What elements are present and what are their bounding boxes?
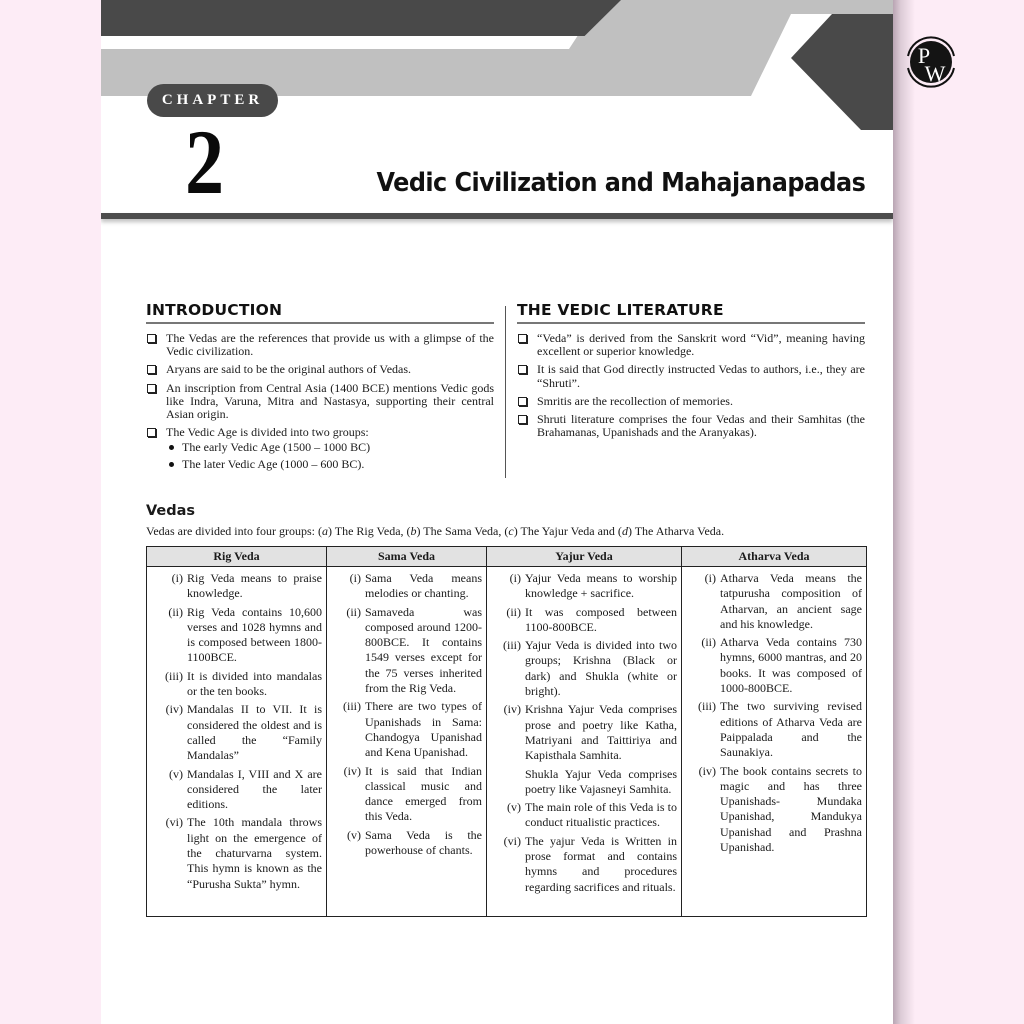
point-number: (v)	[169, 766, 183, 781]
numbered-point	[491, 800, 677, 831]
sub-list-item-text: The later Vedic Age (1000 – 600 BC).	[182, 456, 365, 471]
numbered-point	[151, 669, 322, 700]
point-text: The main role of this Veda is to conduct ritualistic practices.	[525, 800, 677, 830]
list-item	[517, 395, 865, 408]
point-number: (ii)	[701, 635, 716, 650]
point-number: (iv)	[343, 763, 361, 778]
point-text: It was composed between 1100-800BCE.	[525, 604, 677, 634]
numbered-point	[491, 767, 677, 798]
checkbox-bullet-icon	[518, 397, 527, 406]
svg-text:W: W	[924, 61, 946, 86]
introduction-section	[146, 300, 494, 476]
list-item-text: Smritis are the recollection of memories.	[537, 393, 733, 408]
point-number: (iv)	[503, 702, 521, 717]
point-number: (v)	[347, 827, 361, 842]
point-number: (iii)	[503, 638, 521, 653]
group-letter: c	[508, 524, 514, 538]
point-text: Rig Veda contains 10,600 verses and 1028 hymns and is composed between 1800-1100BCE.	[187, 604, 322, 665]
point-number: (v)	[507, 800, 521, 815]
point-text: There are two types of Upanishads in Sama: Chandogya Upanishad and Kena Upanishad.	[365, 699, 482, 760]
vedas-table	[146, 546, 867, 917]
introduction-heading: INTRODUCTION	[146, 300, 494, 324]
cell-atharva-veda	[682, 567, 867, 917]
checkbox-bullet-icon	[518, 334, 527, 343]
intro-text-part: ) The Yajur Veda and (	[513, 524, 622, 538]
sub-list	[166, 441, 494, 470]
checkbox-bullet-icon	[518, 365, 527, 374]
point-text: The two surviving revised editions of Atharva Veda are Paippalada and the Saunakiya.	[720, 699, 862, 760]
point-text: Yajur Veda means to worship knowledge + sacrifice.	[525, 571, 677, 601]
chapter-number: 2	[185, 111, 225, 213]
cell-rig-veda	[147, 567, 327, 917]
list-item	[146, 382, 494, 422]
numbered-point	[686, 699, 862, 760]
numbered-point	[331, 605, 482, 697]
table-header-row	[147, 547, 867, 567]
list-item-text: It is said that God directly instructed Vedas to authors, i.e., they are “Shruti”.	[537, 362, 865, 390]
chapter-label: CHAPTER	[147, 84, 278, 117]
group-letter: a	[321, 524, 328, 538]
point-text: Rig Veda means to praise knowledge.	[187, 571, 322, 601]
header-band-dark	[101, 0, 621, 36]
list-item-text: An inscription from Central Asia (1400 BCE) mentions Vedic gods like Indra, Varuna, Mitra and Nastasya, supporting their central Asian origin.	[166, 380, 494, 422]
column-header-sama-veda: Sama Veda	[327, 547, 487, 567]
point-number: (iii)	[343, 699, 361, 714]
numbered-point	[151, 815, 322, 891]
checkbox-bullet-icon	[147, 365, 156, 374]
point-text: The yajur Veda is Written in prose format and contains hymns and procedures regarding sacrifices and rituals.	[525, 833, 677, 894]
column-header-atharva-veda: Atharva Veda	[682, 547, 867, 567]
sub-list-item-text: The early Vedic Age (1500 – 1000 BC)	[182, 440, 371, 455]
dot-bullet-icon	[169, 445, 174, 450]
point-number: (vi)	[503, 833, 521, 848]
checkbox-bullet-icon	[147, 334, 156, 343]
point-text: Mandalas I, VIII and X are considered the later editions.	[187, 766, 322, 812]
point-text: Atharva Veda contains 730 hymns, 6000 mantras, and 20 books. It was composed of 1000-800BCE.	[720, 635, 862, 696]
intro-text-part: Vedas are divided into four groups: (	[146, 524, 322, 538]
point-text: It is divided into mandalas or the ten books.	[187, 668, 322, 699]
table-row	[147, 567, 867, 917]
point-text: It is said that Indian classical music and dance emerged from this Veda.	[365, 763, 482, 824]
list-item	[517, 363, 865, 389]
point-number: (i)	[704, 571, 716, 585]
list-item	[517, 413, 865, 439]
point-number: (ii)	[506, 604, 521, 619]
list-item-text: The Vedas are the references that provide us with a glimpse of the Vedic civilization.	[166, 331, 494, 359]
point-number: (iv)	[165, 702, 183, 717]
intro-text-part: ) The Rig Veda, (	[327, 524, 411, 538]
point-text: Krishna Yajur Veda comprises prose and poetry like Katha, Matriyani and Taittiriya and Kapisthala Samhita.	[525, 702, 677, 763]
list-item-text: Aryans are said to be the original authors of Vedas.	[166, 362, 412, 377]
svg-text:P: P	[917, 43, 931, 68]
point-text: Sama Veda is the powerhouse of chants.	[365, 827, 482, 858]
numbered-point	[491, 834, 677, 895]
point-text: Shukla Yajur Veda comprises poetry like Vajasneyi Samhita.	[525, 766, 677, 796]
numbered-point	[151, 605, 322, 666]
document-page	[101, 0, 893, 1024]
point-number: (vi)	[165, 815, 183, 830]
numbered-point	[491, 702, 677, 763]
column-header-yajur-veda: Yajur Veda	[487, 547, 682, 567]
point-number	[491, 767, 525, 798]
numbered-point	[151, 702, 322, 763]
numbered-point	[491, 605, 677, 636]
list-item-text: The Vedic Age is divided into two groups:	[166, 425, 369, 440]
point-text: Sama Veda means melodies or chanting.	[365, 571, 482, 601]
page-title: Vedic Civilization and Mahajanapadas	[376, 168, 865, 198]
dot-bullet-icon	[169, 462, 174, 467]
point-number: (ii)	[168, 604, 183, 619]
numbered-point	[151, 767, 322, 813]
list-item	[146, 426, 494, 471]
numbered-point	[331, 571, 482, 602]
numbered-point	[491, 638, 677, 699]
column-header-rig-veda: Rig Veda	[147, 547, 327, 567]
point-text: Mandalas II to VII. It is considered the oldest and is called the “Family Mandalas”	[187, 702, 322, 763]
vedic-literature-list	[517, 332, 865, 439]
numbered-point	[331, 764, 482, 825]
numbered-point	[491, 571, 677, 602]
vedas-heading: Vedas	[146, 503, 196, 519]
point-text: Yajur Veda is divided into two groups; Krishna (Black or dark) and Shukla (white or bright).	[525, 638, 677, 699]
point-text: The 10th mandala throws light on the emergence of the chaturvarna system. This hymn is known as the “Purusha Sukta” hymn.	[187, 815, 322, 891]
list-item-text: “Veda” is derived from the Sanskrit word “Vid”, meaning having excellent or superior knowledge.	[537, 331, 865, 359]
vedas-intro-text	[146, 524, 866, 539]
numbered-point	[331, 828, 482, 859]
point-number: (iii)	[698, 699, 716, 714]
point-number: (i)	[349, 571, 361, 585]
group-letter: d	[621, 524, 628, 538]
point-number: (iv)	[698, 763, 716, 778]
point-text: The book contains secrets to magic and has three Upanishads- Mundaka Upanishad, Mandukya Upanishad and Prashna Upanishad.	[720, 763, 862, 855]
sub-list-item	[166, 458, 494, 471]
list-item	[146, 332, 494, 358]
checkbox-bullet-icon	[147, 384, 156, 393]
list-item	[146, 363, 494, 376]
column-divider	[505, 306, 506, 478]
numbered-point	[151, 571, 322, 602]
pw-logo-icon	[902, 33, 960, 91]
sub-list-item	[166, 441, 494, 454]
introduction-list	[146, 332, 494, 471]
cell-sama-veda	[327, 567, 487, 917]
checkbox-bullet-icon	[518, 415, 527, 424]
page-edge-shadow	[893, 0, 915, 1024]
list-item-text: Shruti literature comprises the four Vedas and their Samhitas (the Brahamanas, Upanishads and the Aranyakas).	[537, 412, 865, 440]
point-number: (i)	[171, 571, 183, 585]
intro-text-part: ) The Sama Veda, (	[416, 524, 509, 538]
point-number: (ii)	[346, 604, 361, 619]
checkbox-bullet-icon	[147, 428, 156, 437]
point-text: Atharva Veda means the tatpurusha composition of Atharvan, an ancient sage and his knowledge.	[720, 571, 862, 631]
point-number: (iii)	[165, 668, 183, 683]
point-number: (i)	[509, 571, 521, 585]
numbered-point	[331, 699, 482, 760]
cell-yajur-veda	[487, 567, 682, 917]
group-letter: b	[410, 524, 417, 538]
vedic-literature-section	[517, 300, 865, 444]
point-text: Samaveda was composed around 1200-800BCE. It contains 1549 verses except for the 75 verses inherited from the Rig Veda.	[365, 604, 482, 696]
vedic-literature-heading: THE VEDIC LITERATURE	[517, 300, 865, 324]
numbered-point	[686, 571, 862, 632]
title-divider	[101, 213, 893, 219]
numbered-point	[686, 764, 862, 856]
list-item	[517, 332, 865, 358]
intro-text-part: ) The Atharva Veda.	[627, 524, 725, 538]
numbered-point	[686, 635, 862, 696]
